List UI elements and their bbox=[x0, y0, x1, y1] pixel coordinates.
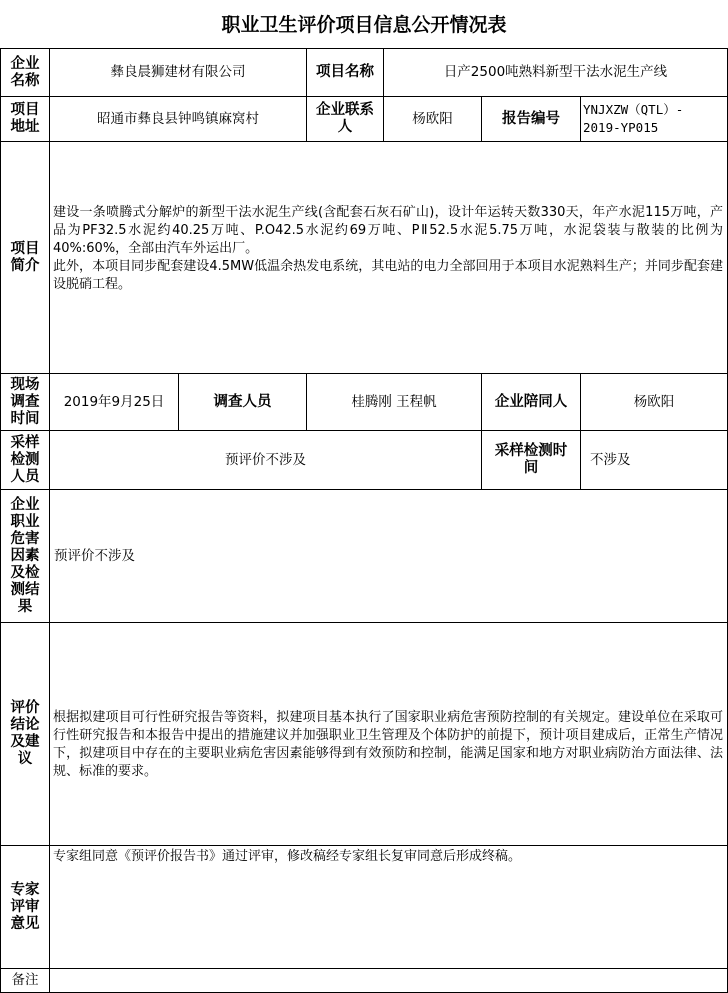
company-contact-label: 企业联系 人 bbox=[316, 102, 374, 135]
expert-opinion-label: 专家 评审 意见 bbox=[10, 881, 40, 932]
company-escort-value: 杨欧阳 bbox=[633, 393, 675, 410]
sampling-staff-value: 预评价不涉及 bbox=[225, 451, 306, 468]
project-address-label: 项目 地址 bbox=[10, 102, 40, 135]
project-intro-paragraph: 此外，本项目同步配套建设4.5MW低温余热发电系统，其电站的电力全部回用于本项目水泥熟料生产；并同步配套建设脱硝工程。 bbox=[53, 259, 723, 292]
surveyors-label: 调查人员 bbox=[213, 393, 272, 410]
surveyors-value: 桂腾刚 王程帆 bbox=[351, 393, 437, 410]
hazards-value: 预评价不涉及 bbox=[54, 547, 135, 564]
conclusion-label: 评价 结论 及建 议 bbox=[10, 700, 40, 767]
company-name-label: 企业 名称 bbox=[10, 55, 40, 89]
company-name-value: 彝良晨狮建材有限公司 bbox=[110, 64, 246, 80]
page-title: 职业卫生评价项目信息公开情况表 bbox=[221, 14, 507, 36]
remarks-value bbox=[50, 969, 727, 992]
project-intro-paragraph: 建设一条喷腾式分解炉的新型干法水泥生产线(含配套石灰石矿山)，设计年运转天数330天，年产水泥115万吨，产品为PF32.5水泥约40.25万吨、P.O42.5水泥约69万吨、PⅡ52.5水泥5.75万吨，水泥袋装与散装的比例为40%:60%，全部由汽车外运出厂。 bbox=[53, 205, 723, 256]
project-address-value: 昭通市彝良县钟鸣镇麻窝村 bbox=[97, 110, 259, 127]
survey-time-label: 现场 调查 时间 bbox=[10, 376, 40, 427]
sampling-time-label: 采样检测时 间 bbox=[494, 443, 568, 476]
sampling-time-value: 不涉及 bbox=[590, 451, 631, 468]
report-no-value: YNJXZW（QTL）- 2019-YP015 bbox=[583, 102, 684, 135]
expert-opinion-text: 专家组同意《预评价报告书》通过评审，修改稿经专家组长复审同意后形成终稿。 bbox=[53, 849, 522, 864]
survey-time-value: 2019年9月25日 bbox=[63, 393, 165, 410]
conclusion-text: 根据拟建项目可行性研究报告等资料，拟建项目基本执行了国家职业病危害预防控制的有关规定。建设单位在采取可行性研究报告和本报告中提出的措施建议并加强职业卫生管理及个体防护的前提下，预计项目建成后，正常生产情况下，拟建项目中存在的主要职业病危害因素能够得到有效预防和控制，能满足国家和地方对职业病防治方面法律、法规、标准的要求。 bbox=[53, 710, 723, 779]
project-name-label: 项目名称 bbox=[316, 64, 374, 80]
project-name-value: 日产2500吨熟料新型干法水泥生产线 bbox=[443, 64, 668, 80]
hazards-label: 企业 职业 危害 因素 及检 测结 果 bbox=[10, 496, 40, 615]
company-escort-label: 企业陪同人 bbox=[494, 393, 568, 410]
sampling-staff-label: 采样 检测 人员 bbox=[10, 434, 40, 485]
report-no-label: 报告编号 bbox=[502, 110, 560, 127]
project-intro-text bbox=[53, 204, 723, 294]
company-contact-value: 杨欧阳 bbox=[412, 110, 453, 127]
remarks-label: 备注 bbox=[11, 972, 39, 988]
project-intro-label: 项目 简介 bbox=[10, 240, 40, 274]
